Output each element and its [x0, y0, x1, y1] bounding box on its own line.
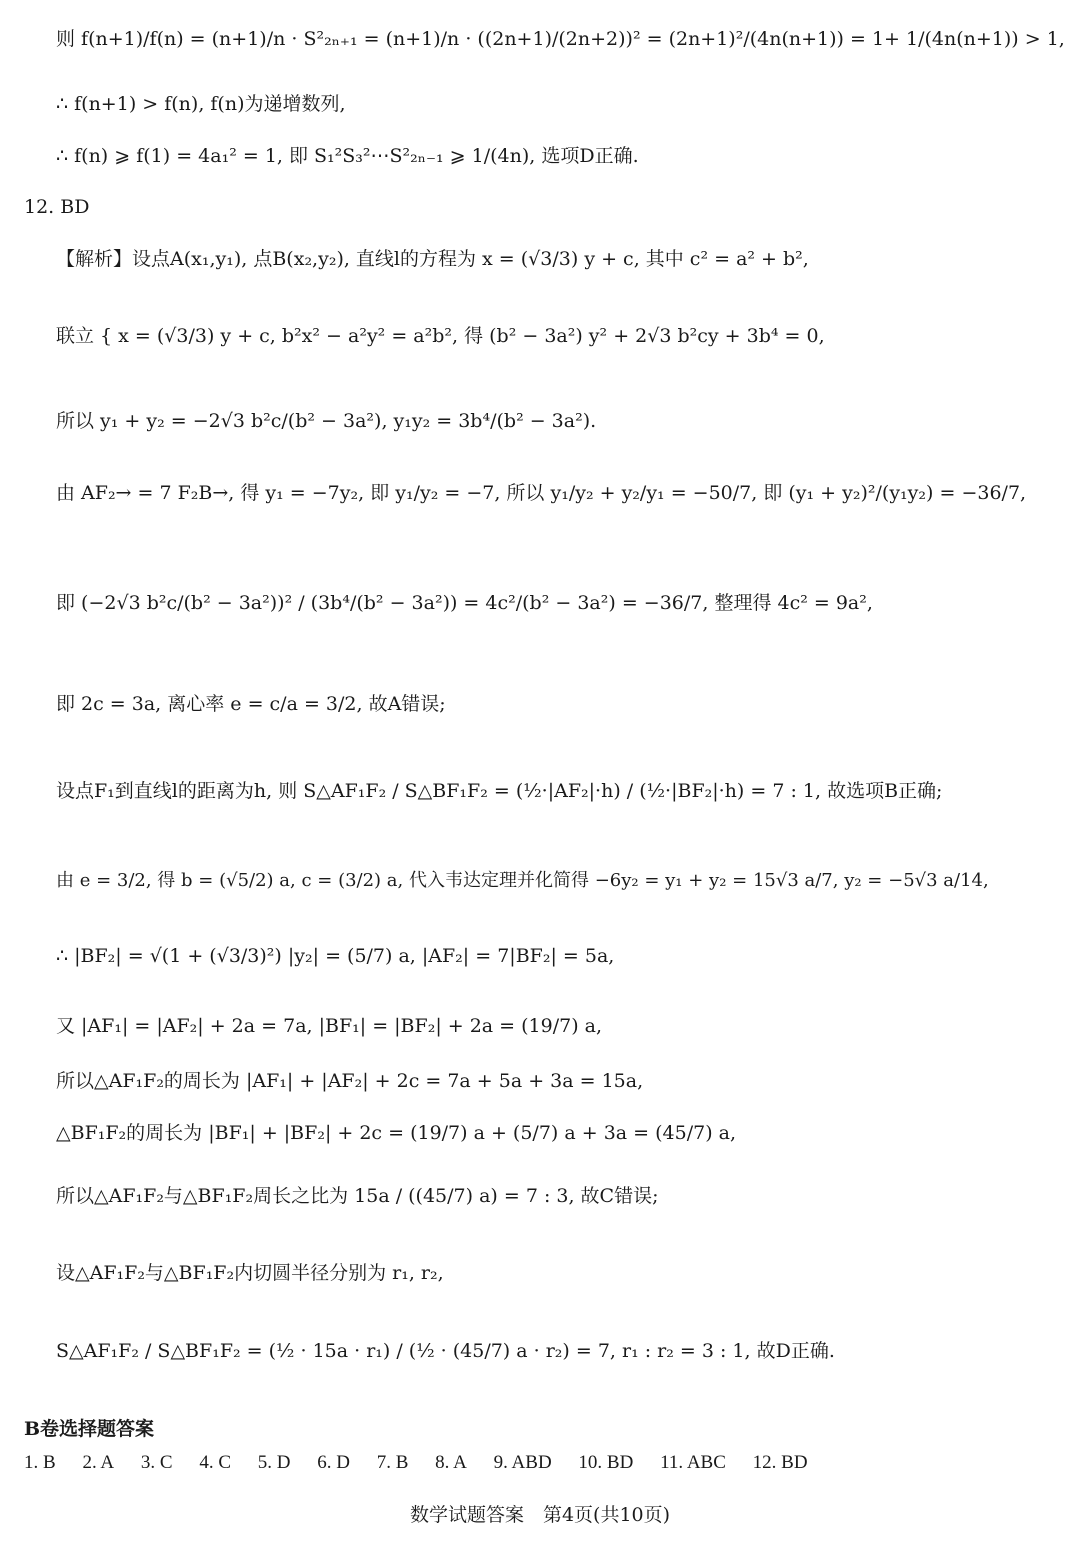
q12-label: 12. BD [24, 196, 90, 218]
line-4: 【解析】设点A(x₁,y₁), 点B(x₂,y₂), 直线l的方程为 x = (√3/3) y + c, 其中 c² = a² + b², [56, 248, 809, 270]
answer-item: 8. A [435, 1452, 467, 1473]
line-2: ∴ f(n+1) > f(n), f(n)为递增数列, [56, 93, 346, 115]
page-footer: 数学试题答案 第4页(共10页) [409, 1504, 671, 1526]
answer-list [24, 1452, 830, 1474]
answer-item: 4. C [199, 1452, 231, 1473]
line-10: 设点F₁到直线l的距离为h, 则 S△AF₁F₂ / S△BF₁F₂ = (½·|AF₂|·h) / (½·|BF₂|·h) = 7 : 1, 故选项B正确; [56, 780, 943, 802]
answer-item: 7. B [376, 1452, 409, 1473]
line-17: 设△AF₁F₂与△BF₁F₂内切圆半径分别为 r₁, r₂, [56, 1262, 444, 1284]
line-15: △BF₁F₂的周长为 |BF₁| + |BF₂| + 2c = (19/7) a + (5/7) a + 3a = (45/7) a, [56, 1122, 737, 1144]
answer-item: 5. D [257, 1452, 291, 1473]
answer-item: 10. BD [578, 1452, 634, 1473]
line-3: ∴ f(n) ⩾ f(1) = 4a₁² = 1, 即 S₁²S₃²⋯S²₂ₙ₋₁ ⩾ 1/(4n), 选项D正确. [56, 145, 639, 167]
line-18: S△AF₁F₂ / S△BF₁F₂ = (½ · 15a · r₁) / (½ · (45/7) a · r₂) = 7, r₁ : r₂ = 3 : 1, 故D正确. [56, 1340, 835, 1362]
line-12: ∴ |BF₂| = √(1 + (√3/3)²) |y₂| = (5/7) a, |AF₂| = 7|BF₂| = 5a, [56, 945, 615, 967]
line-13: 又 |AF₁| = |AF₂| + 2a = 7a, |BF₁| = |BF₂| + 2a = (19/7) a, [56, 1015, 603, 1037]
line-5: 联立 { x = (√3/3) y + c, b²x² − a²y² = a²b², 得 (b² − 3a²) y² + 2√3 b²cy + 3b⁴ = 0, [56, 325, 825, 347]
line-7: 由 AF₂→ = 7 F₂B→, 得 y₁ = −7y₂, 即 y₁/y₂ = −7, 所以 y₁/y₂ + y₂/y₁ = −50/7, 即 (y₁ + y₂)²/(y₁y₂) = −36/7, [56, 482, 1027, 504]
line-11: 由 e = 3/2, 得 b = (√5/2) a, c = (3/2) a, 代入韦达定理并化简得 −6y₂ = y₁ + y₂ = 15√3 a/7, y₂ = −5√3 a/14, [56, 870, 989, 891]
section-b-title: B卷选择题答案 [24, 1418, 155, 1440]
line-16: 所以△AF₁F₂与△BF₁F₂周长之比为 15a / ((45/7) a) = 7 : 3, 故C错误; [56, 1185, 659, 1207]
answer-item: 2. A [82, 1452, 115, 1473]
line-6: 所以 y₁ + y₂ = −2√3 b²c/(b² − 3a²), y₁y₂ = 3b⁴/(b² − 3a²). [56, 410, 597, 432]
answer-item: 12. BD [752, 1452, 808, 1473]
line-9: 即 2c = 3a, 离心率 e = c/a = 3/2, 故A错误; [56, 693, 446, 715]
answer-item: 6. D [317, 1452, 350, 1473]
line-8: 即 (−2√3 b²c/(b² − 3a²))² / (3b⁴/(b² − 3a²)) = 4c²/(b² − 3a²) = −36/7, 整理得 4c² = 9a², [56, 592, 873, 614]
line-14: 所以△AF₁F₂的周长为 |AF₁| + |AF₂| + 2c = 7a + 5a + 3a = 15a, [56, 1070, 644, 1092]
answer-item: 9. ABD [493, 1452, 552, 1473]
line-1: 则 f(n+1)/f(n) = (n+1)/n · S²₂ₙ₊₁ = (n+1)/n · ((2n+1)/(2n+2))² = (2n+1)²/(4n(n+1)) = 1+ 1/(4n(n+1)) > 1, [56, 28, 1065, 50]
answer-item: 3. C [140, 1452, 173, 1473]
answer-item: 11. ABC [660, 1452, 726, 1473]
answer-item: 1. B [24, 1452, 56, 1473]
